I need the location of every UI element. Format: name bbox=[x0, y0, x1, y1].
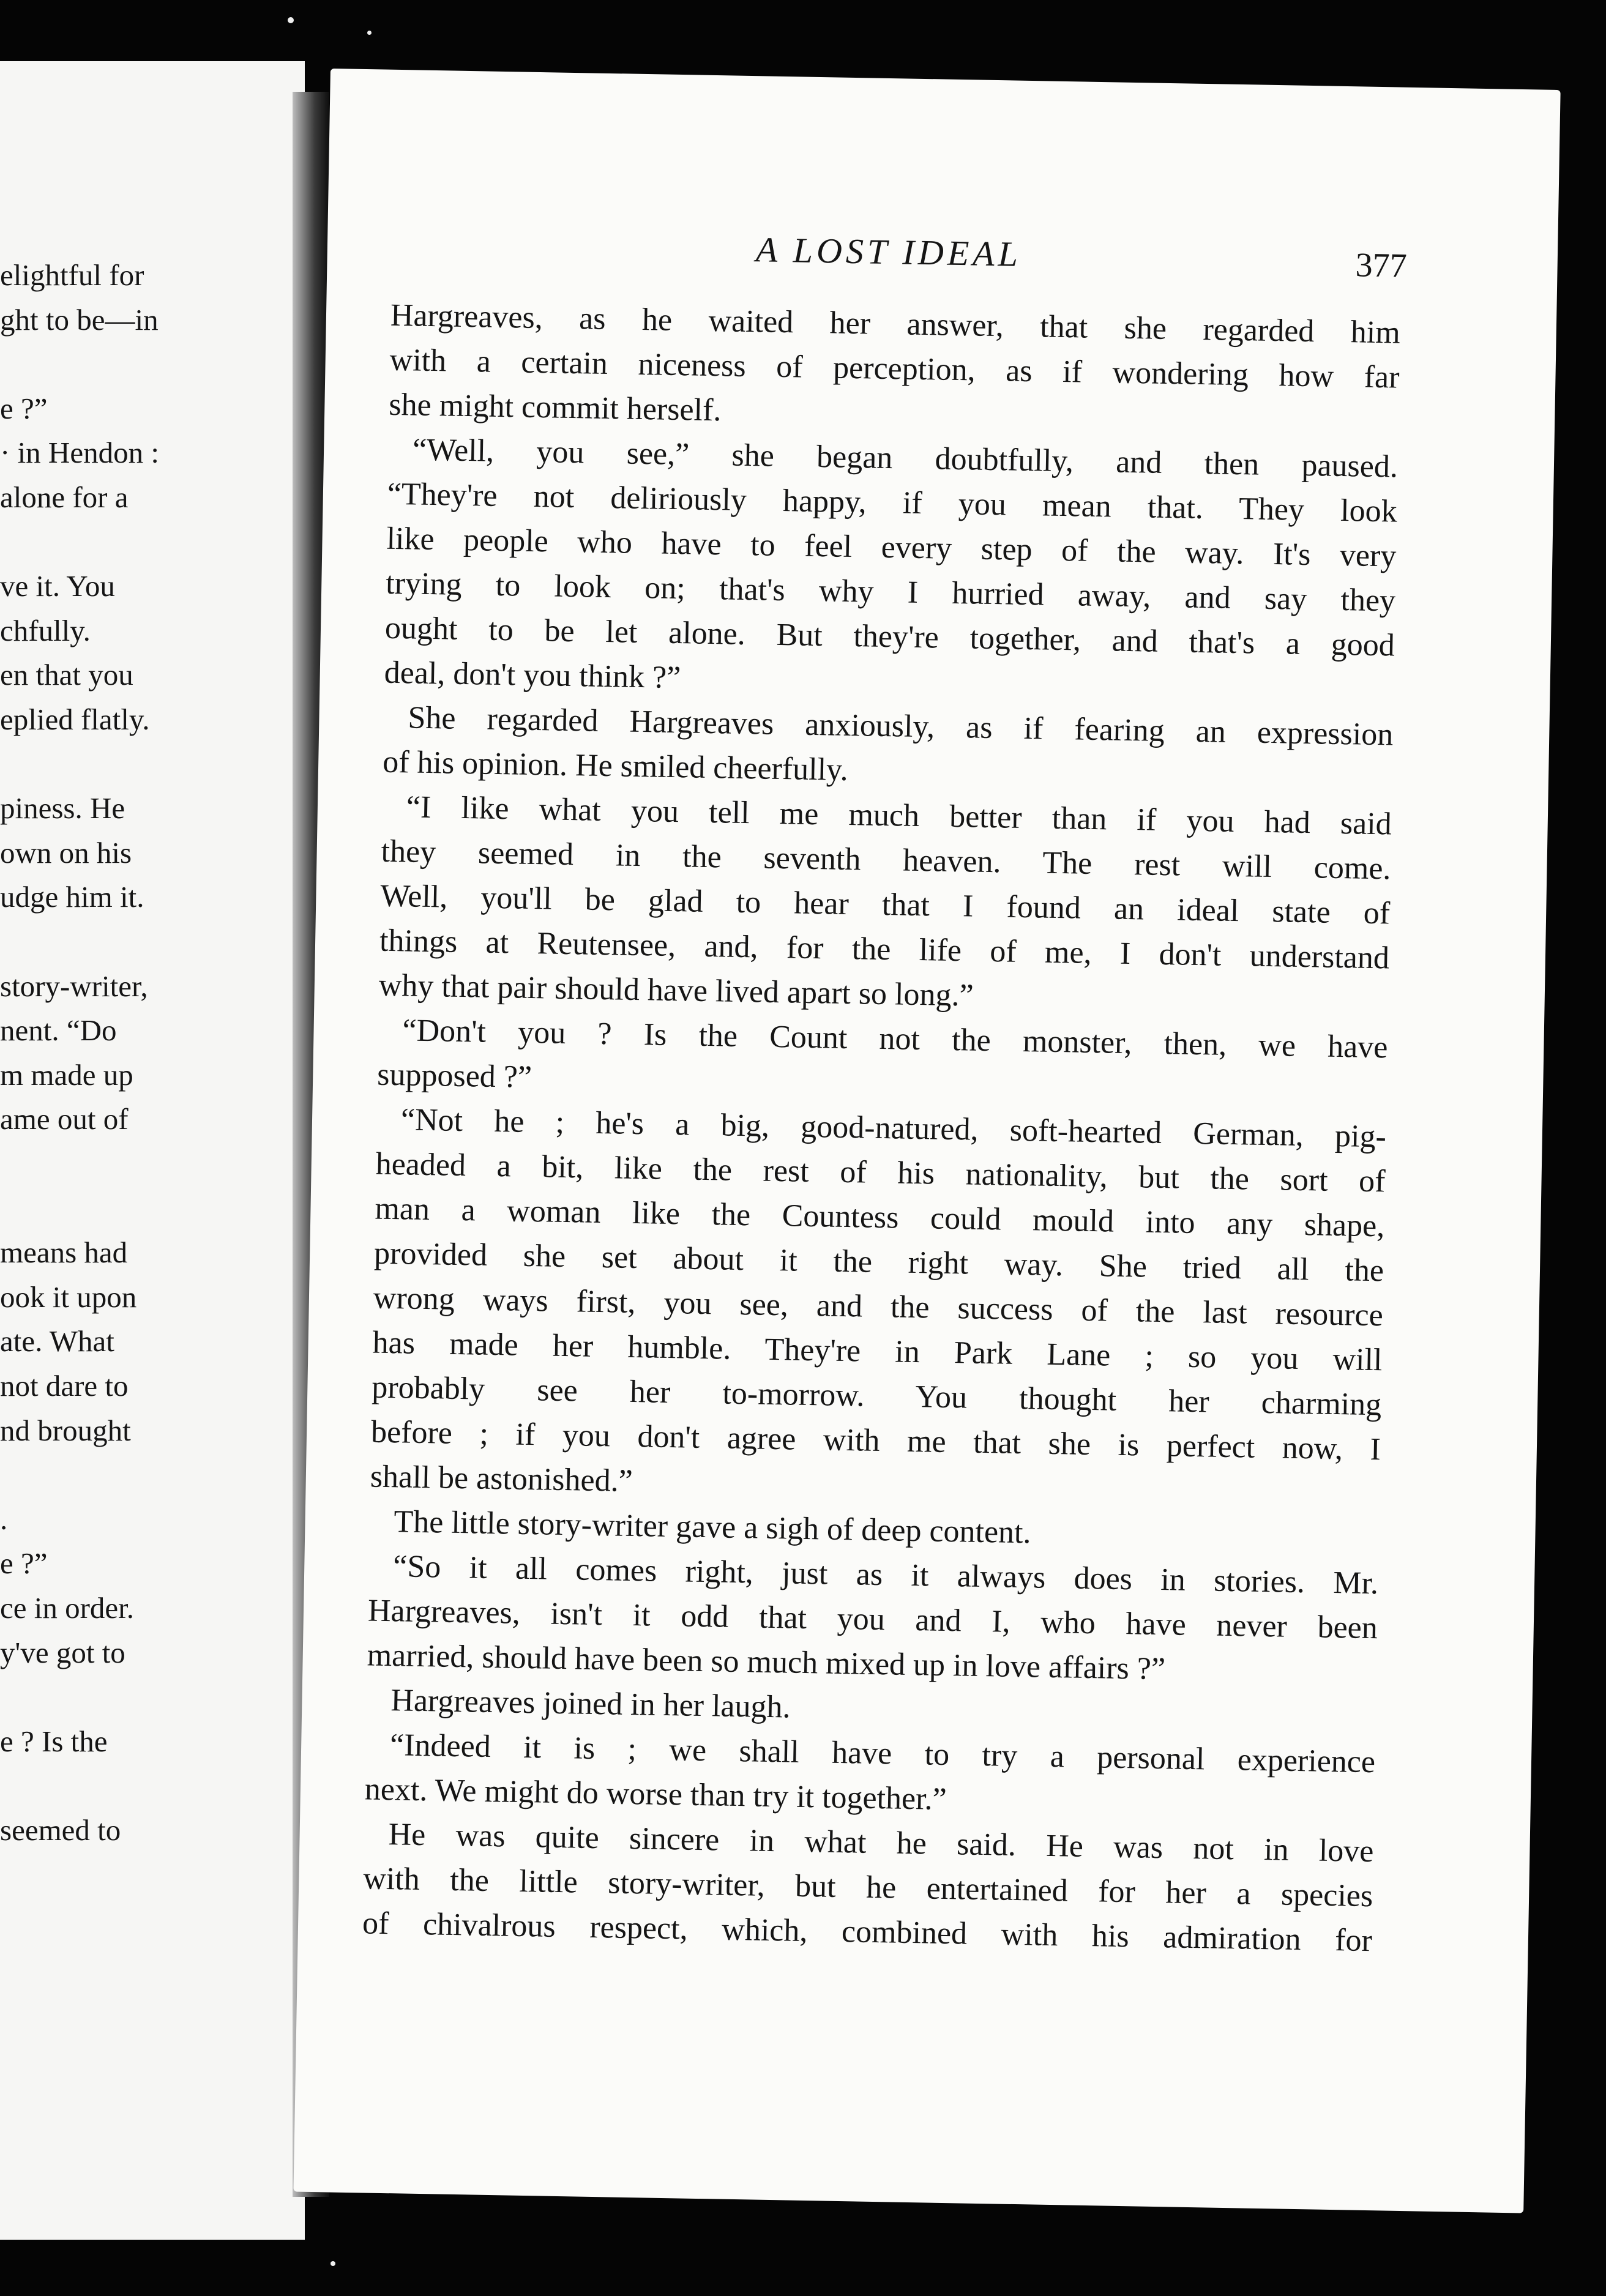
left-page-line bbox=[0, 1767, 305, 1804]
text-line: “Don't you ? Is the Count not the monster, then, we have bbox=[402, 1013, 1388, 1065]
left-page-line-text: alone for a bbox=[0, 480, 129, 514]
text-line: wrong ways first, you see, and the success of the last resource bbox=[373, 1280, 1384, 1333]
left-page-line bbox=[0, 1012, 305, 1049]
text-line: man a woman like the Countess could mould into any shape, bbox=[374, 1191, 1385, 1244]
text-line: like people who have to feel every step of the way. It's very bbox=[386, 521, 1397, 574]
left-page-line bbox=[0, 1590, 305, 1627]
left-page-line-text: chfully. bbox=[0, 613, 91, 647]
text-line: “Well, you see,” she began doubtfully, and then paused. bbox=[412, 432, 1399, 485]
left-facing-page bbox=[0, 61, 305, 2240]
text-line: Well, you'll be glad to hear that I found an ideal state of bbox=[379, 878, 1391, 931]
text-line: shall be astonished.” bbox=[370, 1459, 633, 1499]
text-line: provided she set about it the right way. She tried all the bbox=[373, 1236, 1384, 1289]
text-line: Hargreaves, isn't it odd that you and I, who have never been bbox=[367, 1593, 1378, 1646]
left-page-line-text: ame out of bbox=[0, 1102, 129, 1136]
text-line: things at Reutensee, and, for the life of me, I don't understand bbox=[379, 923, 1390, 976]
text-line: “Not he ; he's a big, good-natured, soft-hearted German, pig- bbox=[400, 1102, 1387, 1155]
left-page-line-text: eplied flatly. bbox=[0, 703, 150, 736]
left-page-line-text: means had bbox=[0, 1236, 128, 1270]
dust-speck bbox=[331, 2261, 335, 2266]
left-page-line bbox=[0, 1812, 305, 1849]
left-page-line bbox=[0, 1412, 305, 1449]
left-page-line bbox=[0, 346, 305, 382]
left-page-line-text: ook it upon bbox=[0, 1280, 137, 1314]
text-line: why that pair should have lived apart so long.” bbox=[378, 967, 974, 1013]
left-page-line-text: y've got to bbox=[0, 1635, 125, 1669]
left-page-line bbox=[0, 1368, 305, 1404]
left-page-line bbox=[0, 302, 305, 338]
left-page-line bbox=[0, 701, 305, 738]
left-page-line-text: ght to be—in bbox=[0, 302, 159, 337]
text-line: of his opinion. He smiled cheerfully. bbox=[382, 744, 849, 788]
page-number: 377 bbox=[1355, 246, 1408, 285]
left-page-line bbox=[0, 923, 305, 960]
left-page-line bbox=[0, 879, 305, 915]
left-page-line-text: en that you bbox=[0, 658, 133, 692]
left-page-line bbox=[0, 746, 305, 783]
text-line: ought to be let alone. But they're together, and that's a good bbox=[384, 610, 1395, 663]
left-page-line bbox=[0, 568, 305, 605]
left-page-line bbox=[0, 1501, 305, 1538]
left-page-line-text: m made up bbox=[0, 1057, 133, 1092]
left-page-line bbox=[0, 524, 305, 561]
text-line: with the little story-writer, but he entertained for her a species bbox=[362, 1861, 1373, 1914]
left-page-line-text: nd brought bbox=[0, 1413, 131, 1447]
left-page-line-text: piness. He bbox=[0, 791, 125, 826]
dust-speck bbox=[367, 31, 372, 35]
body-text bbox=[362, 293, 1400, 1963]
left-page-line bbox=[0, 1723, 305, 1760]
text-line: of chivalrous respect, which, combined with his admiration for bbox=[362, 1906, 1373, 1959]
text-line: “They're not deliriously happy, if you mean that. They look bbox=[387, 476, 1398, 529]
left-page-line bbox=[0, 1057, 305, 1094]
left-page-line-text: not dare to bbox=[0, 1369, 129, 1403]
text-line: He was quite sincere in what he said. He was not in love bbox=[388, 1817, 1374, 1869]
text-line: next. We might do worse than try it together.” bbox=[364, 1772, 947, 1817]
left-page-line bbox=[0, 434, 305, 471]
left-page-line bbox=[0, 257, 305, 294]
text-line: The little story-writer gave a sigh of deep content. bbox=[394, 1504, 1032, 1551]
text-line: She regarded Hargreaves anxiously, as if fearing an expression bbox=[408, 700, 1394, 753]
text-line: has made her humble. They're in Park Lane ; so you will bbox=[372, 1325, 1383, 1378]
left-page-line-text: e ? Is the bbox=[0, 1724, 108, 1758]
left-page-line bbox=[0, 1101, 305, 1138]
left-page-text bbox=[0, 61, 305, 2240]
left-page-line-text: nent. “Do bbox=[0, 1013, 117, 1048]
text-line: “Indeed it is ; we shall have to try a personal experience bbox=[389, 1728, 1376, 1780]
text-line: probably see her to-morrow. You thought her charming bbox=[371, 1370, 1382, 1423]
text-line: before ; if you don't agree with me that she is perfect now, I bbox=[370, 1414, 1381, 1467]
left-page-line bbox=[0, 1545, 305, 1582]
left-page-line-text: ce in order. bbox=[0, 1591, 135, 1625]
left-page-line-text: . bbox=[0, 1502, 8, 1536]
running-head: A LOST IDEAL bbox=[755, 229, 1022, 274]
text-line: she might commit herself. bbox=[388, 387, 722, 428]
left-page-line bbox=[0, 968, 305, 1005]
right-page bbox=[293, 69, 1560, 2213]
text-line: they seemed in the seventh heaven. The rest will come. bbox=[381, 833, 1391, 887]
left-page-line-text: story-writer, bbox=[0, 969, 148, 1003]
left-page-line bbox=[0, 1456, 305, 1493]
left-page-line bbox=[0, 1234, 305, 1271]
left-page-line-text: e ?” bbox=[0, 1546, 48, 1581]
left-page-line bbox=[0, 390, 305, 427]
left-page-line bbox=[0, 1279, 305, 1316]
text-line: married, should have been so much mixed up in love affairs ?” bbox=[367, 1638, 1166, 1687]
left-page-line-text: · in Hendon : bbox=[0, 436, 159, 470]
left-page-line bbox=[0, 479, 305, 516]
left-page-line bbox=[0, 835, 305, 871]
text-line: supposed ?” bbox=[376, 1057, 532, 1095]
left-page-line bbox=[0, 1679, 305, 1715]
dust-speck bbox=[288, 17, 294, 23]
left-page-line-text: udge him it. bbox=[0, 880, 144, 914]
left-page-line-text: seemed to bbox=[0, 1813, 121, 1847]
left-page-line bbox=[0, 790, 305, 827]
left-page-line bbox=[0, 1634, 305, 1671]
text-line: headed a bit, like the rest of his nationality, but the sort of bbox=[375, 1146, 1386, 1199]
text-line: “So it all comes right, just as it always does in stories. Mr. bbox=[392, 1549, 1379, 1601]
left-page-line bbox=[0, 1146, 305, 1182]
text-line: “I like what you tell me much better than if you had said bbox=[406, 789, 1392, 842]
left-page-line-text: ve it. You bbox=[0, 569, 115, 603]
text-line: deal, don't you think ?” bbox=[384, 655, 681, 696]
left-page-line bbox=[0, 613, 305, 649]
left-page-line bbox=[0, 657, 305, 693]
left-page-line-text: elightful for bbox=[0, 258, 144, 292]
text-line: Hargreaves joined in her laugh. bbox=[390, 1683, 791, 1725]
text-line: Hargreaves, as he waited her answer, that she regarded him bbox=[390, 297, 1401, 351]
text-line: trying to look on; that's why I hurried away, and say they bbox=[385, 565, 1396, 619]
left-page-line-text: own on his bbox=[0, 835, 132, 870]
left-page-line-text: ate. What bbox=[0, 1324, 114, 1359]
left-page-line-text: e ?” bbox=[0, 391, 48, 425]
text-line: with a certain niceness of perception, as if wondering how far bbox=[389, 342, 1400, 395]
left-page-line bbox=[0, 1323, 305, 1360]
left-page-line bbox=[0, 1190, 305, 1227]
